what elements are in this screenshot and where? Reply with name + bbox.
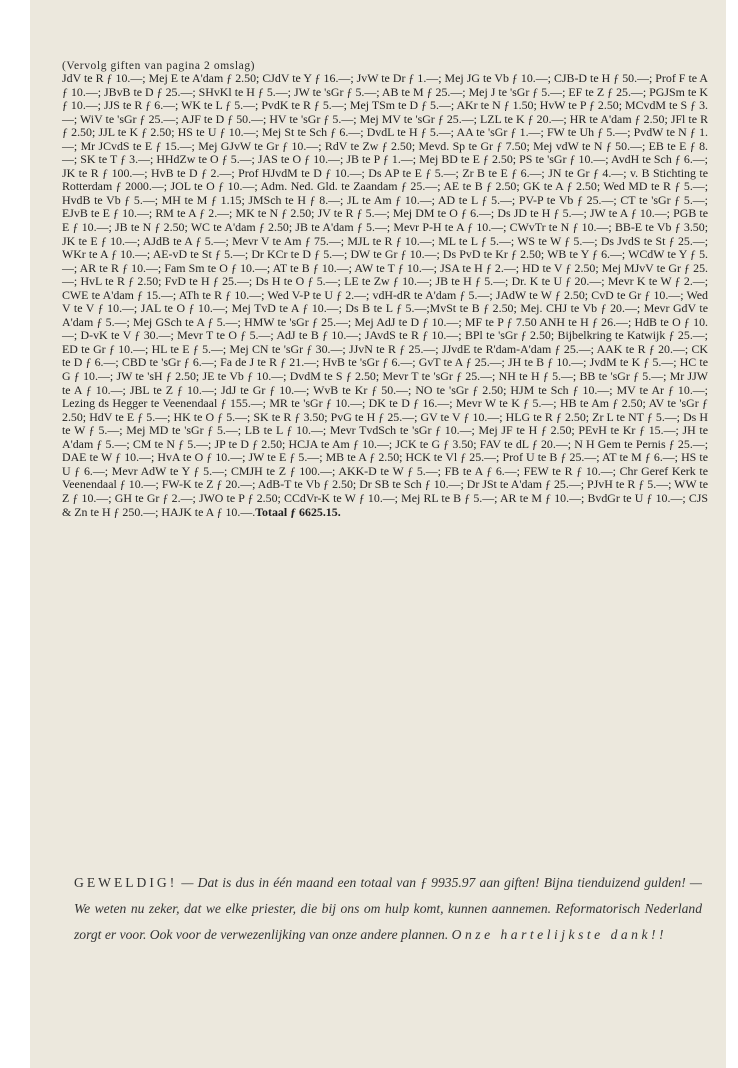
continuation-heading: (Vervolg giften van pagina 2 omslag)	[62, 60, 256, 72]
donations-text: JdV te R ƒ 10.—; Mej E te A'dam ƒ 2.50; CJdV te Y ƒ 16.—; JvW te Dr ƒ 1.—; Mej JG te Vb ƒ 10.—; CJB-D te H ƒ 50.—; Prof F te A ƒ 10.—; JBvB te D ƒ 25.—; SHvKl te H ƒ 5.—; JW te 'sGr ƒ 5.—; AB te M ƒ 25.—; Mej J te 'sGr ƒ 5.—; EF te Z ƒ 25.—; PGJSm te K ƒ 10.—; JJS te R ƒ 6.—; WK te L ƒ 5.—; PvdK te R ƒ 5.—; Mej TSm te D ƒ 5.—; AKr te N ƒ 1.50; HvW te P ƒ 2.50; MCvdM te S ƒ 3.—; WiV te 'sGr ƒ 25.—; AJF te D ƒ 50.—; HV te 'sGr ƒ 5.—; Mej MV te 'sGr ƒ 25.—; LZL te K ƒ 20.—; HR te A'dam ƒ 2.50; JFl te R ƒ 2.50; JJL te K ƒ 2.50; HS te U ƒ 10.—; Mej St te Sch ƒ 6.—; DvdL te H ƒ 5.—; AA te 'sGr ƒ 1.—; FW te Uh ƒ 5.—; PvdW te N ƒ 1.—; Mr JCvdS te E ƒ 15.—; Mej GJvW te Gr ƒ 10.—; RdV te Zw ƒ 2.50; Mevd. Sp te Gr ƒ 7.50; Mej vdW te N ƒ 50.—; EB te E ƒ 8.—; SK te T ƒ 3.—; HHdZw te O ƒ 5.—; JAS te O ƒ 10.—; JB te P ƒ 1.—; Mej BD te E ƒ 2.50; PS te 'sGr ƒ 10.—; AvdH te Sch ƒ 6.—; JK te R ƒ 100.—; HvB te D ƒ 2.—; Prof HJvdM te D ƒ 10.—; Ds AP te E ƒ 5.—; Zr B te E ƒ 6.—; JN te Gr ƒ 4.—; v. B Stichting te Rotterdam ƒ 2000.—; JOL te O ƒ 10.—; Adm. Ned. Gld. te Zaandam ƒ 25.—; AE te B ƒ 2.50; GK te A ƒ 2.50; Wed MD te R ƒ 5.—; HvdB te Vb ƒ 5.—; MH te M ƒ 1.15; JMSch te H ƒ 8.—; JL te Am ƒ 10.—; AD te L ƒ 5.—; PV-P te Vb ƒ 25.—; CT te 'sGr ƒ 5.—; EJvB te E ƒ 10.—; RM te A ƒ 2.—; MK te N ƒ 2.50; JV te R ƒ 5.—; Mej DM te O ƒ 6.—; Ds JD te H ƒ 5.—; JW te A ƒ 10.—; PGB te E ƒ 10.—; JB te N ƒ 2.50; WC te A'dam ƒ 2.50; JB te A'dam ƒ 5.—; Mevr P-H te A ƒ 10.—; CWvTr te N ƒ 10.—; BB-E te Vb ƒ 3.50; JK te E ƒ 10.—; AJdB te A ƒ 5.—; Mevr V te Am ƒ 75.—; MJL te R ƒ 10.—; ML te L ƒ 5.—; WS te W ƒ 5.—; Ds JvdS te St ƒ 25.—; WKr te A ƒ 10.—; AE-vD te St ƒ 5.—; Dr KCr te D ƒ 5.—; DW te Gr ƒ 10.—; Ds PvD te Kr ƒ 2.50; WB te Y ƒ 6.—; WCdW te Y ƒ 5.—; AR te R ƒ 10.—; Fam Sm te O ƒ 10.—; AT te B ƒ 10.—; AW te T ƒ 10.—; JSA te H ƒ 2.—; HD te V ƒ 2.50; Mej MJvV te Gr ƒ 25.—; HvL te R ƒ 2.50; FvD te H ƒ 25.—; Ds H te O ƒ 5.—; LE te Zw ƒ 10.—; JB te H ƒ 5.—; Dr. K te U ƒ 20.—; Mevr K te W ƒ 2.—; CWE te A'dam ƒ 15.—; ATh te R ƒ 10.—; Wed V-P te U ƒ 2.—; vdH-dR te A'dam ƒ 5.—; JAdW te W ƒ 2.50; CvD te Gr ƒ 10.—; Wed V te V ƒ 10.—; JAL te O ƒ 10.—; Mej TvD te A ƒ 10.—; Ds B te L ƒ 5.—;MvSt te B ƒ 2.50; Mej. CHJ te Vb ƒ 20.—; Mevr GdV te A'dam ƒ 5.—; Mej GSch te A ƒ 5.—; HMW te 'sGr ƒ 25.—; Mej AdJ te D ƒ 10.—; MF te P ƒ 7.50 ANH te H ƒ 26.—; HdB te O ƒ 10.—; D-vK te V ƒ 30.—; Mevr T te O ƒ 5.—; AdJ te B ƒ 10.—; JAvdS te R ƒ 10.—; BPl te 'sGr ƒ 2.50; Bijbelkring te Katwijk ƒ 25.—; ED te Gr ƒ 10.—; HL te E ƒ 5.—; Mej CN te 'sGr ƒ 30.—; JJvN te R ƒ 25.—; JJvdE te R'dam-A'dam ƒ 25.—; AAK te R ƒ 20.—; CK te D ƒ 6.—; CBD te 'sGr ƒ 6.—; Fa de J te R ƒ 21.—; HvB te 'sGr ƒ 6.—; GvT te A ƒ 25.—; JH te B ƒ 10.—; JvdM te K ƒ 5.—; HC te G ƒ 10.—; JW te 'sH ƒ 2.50; JE te Vb ƒ 10.—; DvdM te S ƒ 2.50; Mevr T te 'sGr ƒ 25.—; NH te H ƒ 5.—; BB te 'sGr ƒ 5.—; Mr JJW te A ƒ 10.—; JBL te Z ƒ 10.—; JdJ te Gr ƒ 10.—; WvB te Kr ƒ 50.—; NO te 'sGr ƒ 2.50; HJM te Sch ƒ 10.—; MV te Ar ƒ 10.—; Lezing ds Hegger te Veenendaal ƒ 155.—; MR te 'sGr ƒ 10.—; DK te D ƒ 16.—; Mevr W te K ƒ 5.—; HB te Am ƒ 2.50; AV te 'sGr ƒ 2.50; HdV te E ƒ 5.—; HK te O ƒ 5.—; SK te R ƒ 3.50; PvG te H ƒ 25.—; GV te V ƒ 10.—; HLG te R ƒ 2.50; Zr L te NT ƒ 5.—; Ds H te W ƒ 5.—; Mej MD te 'sGr ƒ 5.—; LB te L ƒ 10.—; Mevr TvdSch te 'sGr ƒ 10.—; Mej JF te H ƒ 2.50; PEvH te Kr ƒ 15.—; JH te A'dam ƒ 5.—; CM te N ƒ 5.—; JP te D ƒ 2.50; HCJA te Am ƒ 10.—; JCK te G ƒ 3.50; FAV te dL ƒ 20.—; N H Gem te Pernis ƒ 25.—; DAE te W ƒ 10.—; HvA te O ƒ 10.—; JW te E ƒ 5.—; MB te A ƒ 2.50; HCK te Vl ƒ 25.—; Prof U te B ƒ 25.—; AT te M ƒ 6.—; HS te U ƒ 6.—; Mevr AdW te Y ƒ 5.—; CMJH te Z ƒ 100.—; AKK-D te W ƒ 5.—; FB te A ƒ 6.—; FEW te R ƒ 10.—; Chr Geref Kerk te Veenendaal ƒ 10.—; FW-K te Z ƒ 20.—; AdB-T te Vb ƒ 2.50; Dr SB te Sch ƒ 10.—; Dr JSt te A'dam ƒ 25.—; PJvH te R ƒ 5.—; WW te Z ƒ 10.—; GH te Gr ƒ 2.—; JWO te P ƒ 2.50; CCdVr-K te W ƒ 10.—; Mej RL te B ƒ 5.—; AR te M ƒ 10.—; BvdGr te U ƒ 10.—; CJS & Zn te H ƒ 250.—; HAJK te A ƒ 10.—.	[62, 71, 708, 519]
closing-paragraph	[74, 870, 702, 948]
closing-exclaim: GEWELDIG!	[74, 875, 178, 890]
magazine-page	[30, 0, 726, 1068]
donations-list	[62, 72, 708, 519]
donations-total: Totaal ƒ 6625.15.	[255, 504, 341, 519]
closing-thanks: Onze hartelijkste dank!!	[451, 927, 668, 942]
closing-text: — Dat is dus in één maand een totaal van ƒ 9935.97 aan giften! Bijna tienduizend gulden! — We weten nu zeker, dat we elke priester, die bij ons om hulp komt, kunnen aannemen. Reformatorisch Nederland zorgt er voor. Ook voor de verwezenlijking van onze andere plannen.	[74, 875, 702, 942]
